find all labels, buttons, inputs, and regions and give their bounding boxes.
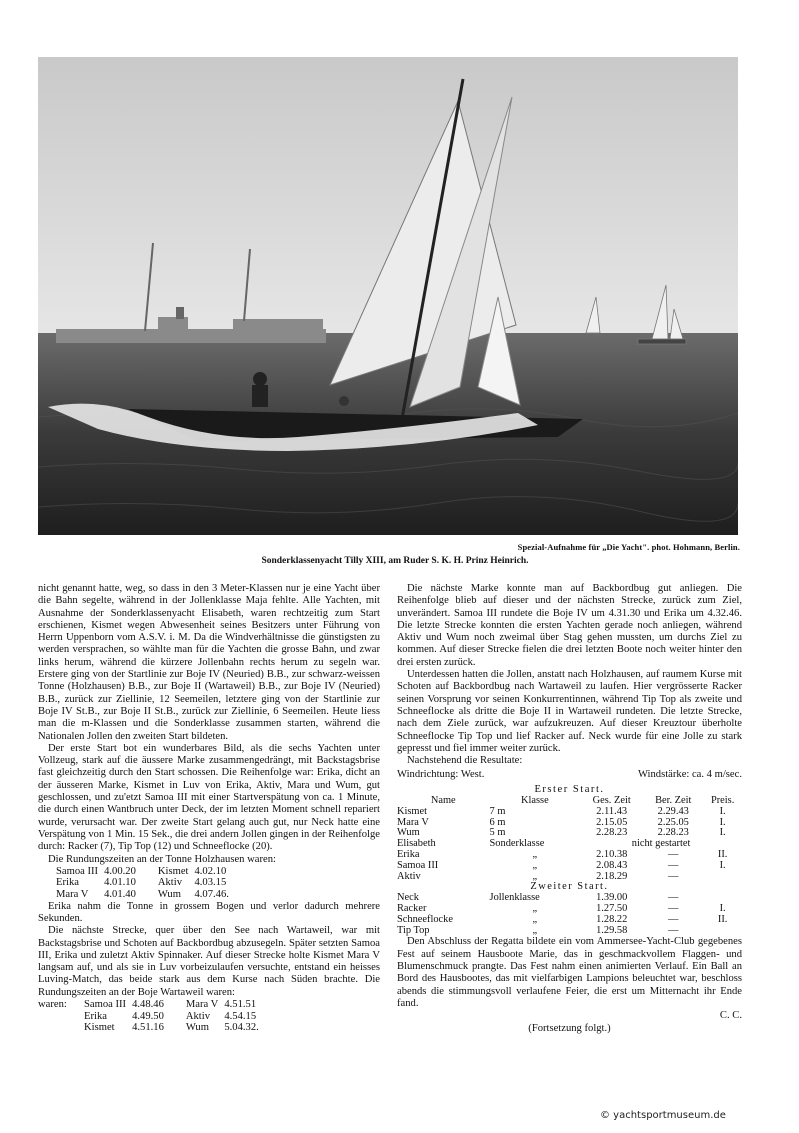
table-row (397, 893, 742, 904)
table-row: Mara V 4.01.40 Wum 4.07.46. (56, 889, 229, 901)
table-cell: — (668, 903, 679, 915)
table-cell: Samoa III (397, 859, 439, 871)
table-cell: „ (532, 903, 538, 915)
table-cell: Schneeflocke (397, 913, 453, 925)
wind-info (397, 769, 742, 781)
table-row (397, 807, 742, 818)
table-cell: Racker (397, 903, 427, 915)
table-cell: Neck (397, 892, 419, 904)
paragraph: Den Abschluss der Regatta bildete ein vom Ammersee-Yacht-Club gegebenes Fest auf seinem Hausboote Marie, das in geschmackvollem Flaggen- und Blumenschmuck prangte. Das Fest nahm einen animierten Verlauf. Ein Ball an Bord des Hausbootes, das mit vielfarbigen Lampions beleuchtet war, beschloss abends die stimmungsvoll verlaufene Feier, die erst um Mitternacht ihr Ende fand. (397, 936, 742, 1009)
table-cell: 2.29.43 (657, 805, 689, 817)
table-cell: „ (532, 924, 538, 936)
table-row: Erika 4.01.10 Aktiv 4.03.15 (56, 877, 227, 889)
table-cell: II. (717, 913, 728, 925)
table-cell: I. (719, 903, 726, 915)
table-cell: Aktiv (397, 870, 421, 882)
table-cell: I. (719, 827, 726, 839)
table-cell: „ (532, 849, 538, 861)
paragraph: Die nächste Strecke, quer über den See nach Wartaweil, war mit Backstagsbrise und Schoten auf Backbordbug abzusegeln. Später setzten Samoa III, Erika und zuletzt Aktiv Spinnaker. Auf dieser Strecke holte Kismet Mara V langsam auf, und als sie in Luv vorbeizulaufen versuchte, entstand ein heisses Luving-Match, das beide stark aus dem Kurse nach Süden brachte. Die Rundungszeiten an der Boje Wartaweil waren: (38, 925, 380, 998)
table-row: Kismet 4.51.16 Wum 5.04.32. (84, 1022, 259, 1034)
results-table (397, 796, 742, 936)
table-cell: Mara V (397, 816, 429, 828)
table-row (397, 850, 742, 861)
table-cell: 2.28.23 (657, 827, 689, 839)
photo-caption: Sonderklassenyacht Tilly XIII, am Ruder S. K. H. Prinz Heinrich. (261, 556, 529, 566)
article-left-column (38, 583, 380, 1034)
paragraph: Unterdessen hatten die Jollen, anstatt nach Holzhausen, auf raumem Kurse mit Schoten auf Backbordbug nach Wartaweil zu laufen. Hier vergrösserte Racker seinen Vorsprung vor seinen Konkurrentinnen, während Tip Top als zweite und Schneeflocke als dritte die Boje II in Wartaweil rundeten. Die letzte Strecke, nach dem Ziele zurück, war aufzukreuzen. Auf dieser Kreuztour überholte Schneeflocke Tip Top und lief Racker auf. Neck wurde für eine Jolle zu stark gepresst und fiel immer weiter zurück. (397, 669, 742, 754)
table-cell: 7 m (489, 805, 506, 817)
table-cell: 1.39.00 (596, 892, 628, 904)
table-cell: I. (719, 805, 726, 817)
first-start-heading: Erster Start. (534, 783, 605, 795)
table-cell: Tip Top (397, 924, 430, 936)
table-row: waren: Samoa III 4.48.46 Mara V 4.51.51 (38, 998, 257, 1010)
continued-note: (Fortsetzung folgt.) (528, 1023, 611, 1035)
paragraph: Der erste Start bot ein wunderbares Bild, als die sechs Yachten unter Vollzeug, stark auf die äussere Marke zusammengedrängt, mit Backstagsbrise fast gleichzeitig durch den Start schossen. Die Reihenfolge war: Erika, dicht an der äusseren Marke, Kismet in Luv von Erika, Aktiv, Mara und Wum, gut geschlossen, und zu'etzt Samoa III mit einer Startverspätung von ca. 1 Minute, die durch einen Wantbruch unter Deck, der im letzten Moment schnell repariert wurde, verursacht war. Der zweite Start gelang auch gut, nur Neck hatte eine Verspätung von 1 Min. 15 Sek., die drei andern Jollen gingen in der Reihenfolge durch: Racker (7), Tip Top (12) und Schneeflocke (20). (38, 742, 380, 853)
table-cell: Wum (397, 827, 420, 839)
table-cell: Kismet (397, 805, 428, 817)
table-cell: „ (532, 859, 538, 871)
table-cell: 5 m (489, 827, 506, 839)
table-cell: 6 m (489, 816, 506, 828)
table-row (397, 926, 742, 937)
table-cell: — (668, 859, 679, 871)
table-cell: — (668, 849, 679, 861)
table-cell: 2.11.43 (596, 805, 628, 817)
table-cell: „ (532, 913, 538, 925)
table-row: Samoa III 4.00.20 Kismet 4.02.10 (56, 865, 227, 877)
paragraph: Die nächste Marke konnte man auf Backbordbug gut anliegen. Die Reihenfolge blieb auf dieser und der nächsten Strecke, zurück zum Ziel, unverändert. Samoa III rundete die Boje IV um 4.31.30 und Erika um 4.32.46. Die letzte Strecke konnten die ersten Yachten gerade noch anliegen, während Aktiv und Wum noch zweimal über Stag gehen mussten, um durchs Ziel zu kommen. Auf dieser Strecke fielen die drei letzten Boote noch weiter hinter den drei ersten zurück. (397, 583, 742, 668)
paragraph: Nachstehend die Resultate: (407, 755, 523, 767)
wind-direction: Windrichtung: West. (397, 769, 485, 781)
table-cell: 2.10.38 (596, 849, 628, 861)
table-cell: 1.28.22 (596, 913, 628, 925)
table-cell: 2.18.29 (596, 870, 628, 882)
watermark: © yachtsportmuseum.de (600, 1110, 726, 1121)
table-cell: Jollenklasse (489, 892, 540, 904)
table-cell: I. (719, 859, 726, 871)
table-row (397, 828, 742, 839)
holzhausen-times (56, 866, 235, 901)
signature: C. C. (719, 1010, 742, 1022)
sailing-yacht-illustration (38, 57, 738, 535)
second-start-heading: Zweiter Start. (530, 881, 609, 893)
table-cell (703, 872, 742, 883)
table-cell: I. (719, 816, 726, 828)
table-cell: 2.25.05 (657, 816, 689, 828)
paragraph: Die Rundungszeiten an der Tonne Holzhausen waren: (48, 853, 276, 865)
table-cell: „ (532, 870, 538, 882)
table-cell: 2.08.43 (596, 859, 628, 871)
table-cell (703, 926, 742, 937)
table-cell: II. (717, 849, 728, 861)
article-right-column (397, 583, 742, 1036)
table-row (397, 861, 742, 872)
table-row (397, 818, 742, 829)
wartaweil-times (38, 999, 265, 1034)
photo-credit: Spezial-Aufnahme für „Die Yacht". phot. Hohmann, Berlin. (517, 542, 740, 552)
table-cell: Sonderklasse (489, 838, 545, 850)
table-cell: — (668, 870, 679, 882)
table-cell: — (668, 913, 679, 925)
table-row (397, 839, 742, 850)
table-cell: 1.29.58 (596, 924, 628, 936)
table-cell: Erika (397, 849, 420, 861)
table-cell: 1.27.50 (596, 903, 628, 915)
table-row (397, 915, 742, 926)
table-cell: 2.15.05 (596, 816, 628, 828)
table-cell: — (668, 924, 679, 936)
table-cell: 2.28.23 (596, 827, 628, 839)
table-cell: nicht gestartet (631, 838, 691, 850)
paragraph: nicht genannt hatte, weg, so dass in den 3 Meter-Klassen nur je eine Yacht über die Bahn segelte, während in der Jollenklasse Maja fehlte. Alle Yachten, mit Ausnahme der Sonderklassenyacht Elisabeth, waren rechtzeitig zum Start erschienen, Kismet wegen Abwesenheit seines Besitzers unter Führung von Herrn Uppenborn vom A.S.V. i. M. Da die Windverhältnisse die günstigsten zu werden versprachen, so wählte man für die Yachten die grosse Bahn, und zwar links herum, während die kürzere Jollenbahn rechts herum zu segeln war. Erstere ging von der Startlinie zur Boje IV (Neuried) B.B., zur schwarz-weissen Tonne (Holzhausen) B.B., zur Boje II (Wartaweil) B.B., zur Boje IV (Neuried) B.B., zurück zur Ziellinie, 12 Seemeilen, letztere ging von der Startlinie zur Boje IV St.B., zur Boje II St.B., zurück zur Ziellinie, 6 Seemeilen. Heute liess man die m-Klassen und die Sonderklasse zusammen starten, während die Nationalen Jollen den zweiten Start bildeten. (38, 583, 380, 742)
yacht-photo (38, 57, 738, 535)
paragraph: Erika nahm die Tonne in grossem Bogen und verlor dadurch mehrere Sekunden. (38, 900, 380, 924)
table-cell: Elisabeth (397, 838, 436, 850)
table-cell: — (668, 892, 679, 904)
table-header-row: Name Klasse Ges. Zeit Ber. Zeit Preis. (430, 795, 735, 807)
wind-strength: Windstärke: ca. 4 m/sec. (637, 769, 742, 781)
table-row: Erika 4.49.50 Aktiv 4.54.15 (84, 1010, 257, 1022)
